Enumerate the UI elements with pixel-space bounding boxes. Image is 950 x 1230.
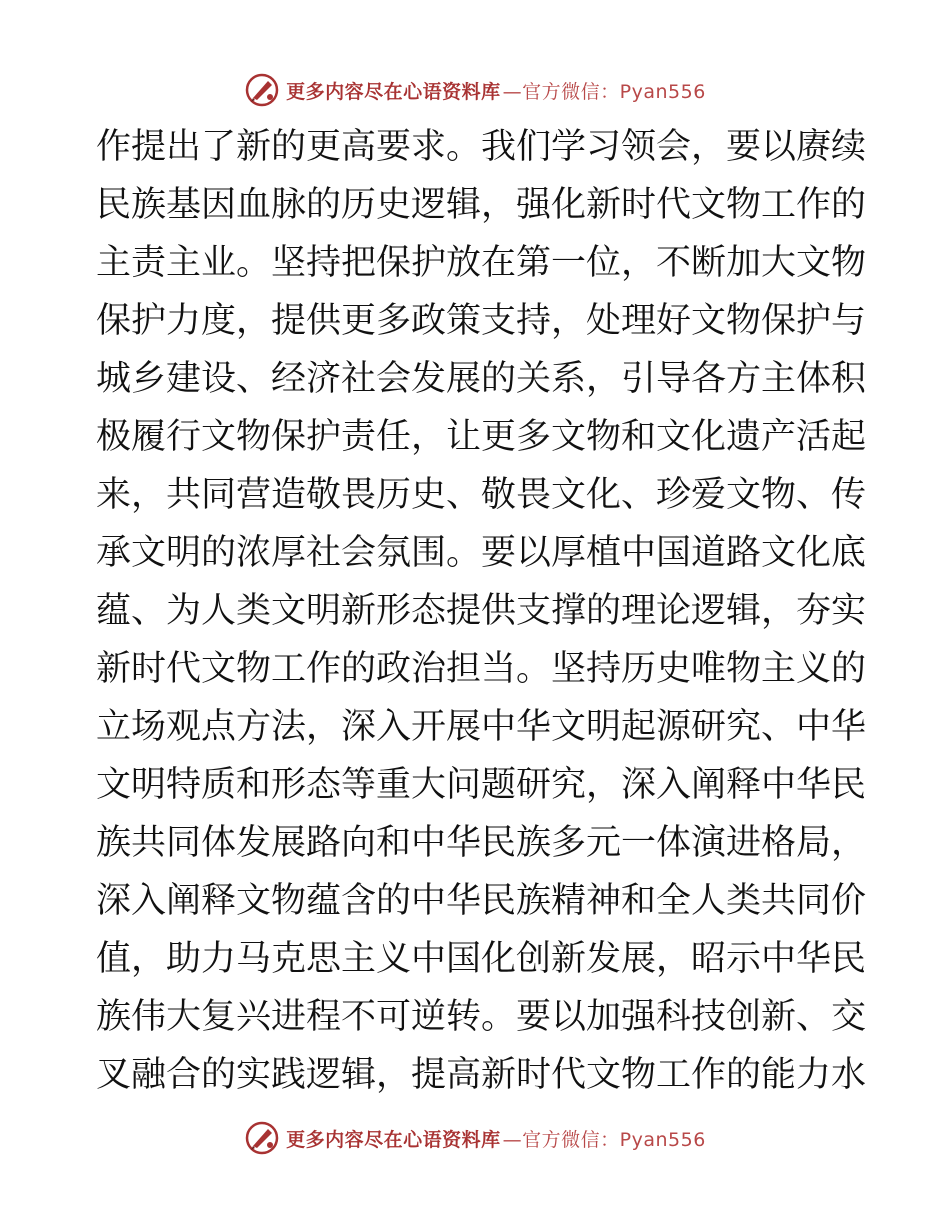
footer-banner-text: 更多内容尽在心语资料库 xyxy=(286,1128,501,1151)
body-line: 值，助力马克思主义中国化创新发展，昭示中华民 xyxy=(96,939,867,979)
body-line: 新时代文物工作的政治担当。坚持历史唯物主义的 xyxy=(96,649,867,689)
body-line: 保护力度，提供更多政策支持，处理好文物保护与 xyxy=(96,301,867,341)
header-banner xyxy=(0,70,950,110)
body-line: 民族基因血脉的历史逻辑，强化新时代文物工作的 xyxy=(96,185,867,225)
body-line: 深入阐释文物蕴含的中华民族精神和全人类共同价 xyxy=(96,881,867,921)
body-line: 作提出了新的更高要求。我们学习领会，要以赓续 xyxy=(96,127,867,167)
ink-pen-logo-icon xyxy=(244,72,280,108)
body-line: 立场观点方法，深入开展中华文明起源研究、中华 xyxy=(96,707,867,747)
header-banner-text: 更多内容尽在心语资料库 xyxy=(286,80,501,103)
body-line: 族共同体发展路向和中华民族多元一体演进格局， xyxy=(96,823,867,863)
body-line: 极履行文物保护责任，让更多文物和文化遗产活起 xyxy=(96,417,867,457)
body-line: 来，共同营造敬畏历史、敬畏文化、珍爱文物、传 xyxy=(96,475,867,515)
body-line: 文明特质和形态等重大问题研究，深入阐释中华民 xyxy=(96,765,867,805)
document-body xyxy=(96,118,867,1104)
footer-banner-wechat: —官方微信：Pyan556 xyxy=(502,1128,706,1151)
body-line: 城乡建设、经济社会发展的关系，引导各方主体积 xyxy=(96,359,867,399)
header-banner-wechat: —官方微信：Pyan556 xyxy=(502,80,706,103)
body-line: 蕴、为人类文明新形态提供支撑的理论逻辑，夯实 xyxy=(96,591,867,631)
body-line: 承文明的浓厚社会氛围。要以厚植中国道路文化底 xyxy=(96,533,867,573)
body-line: 主责主业。坚持把保护放在第一位，不断加大文物 xyxy=(96,243,867,283)
footer-banner xyxy=(0,1118,950,1158)
body-line: 叉融合的实践逻辑，提高新时代文物工作的能力水 xyxy=(96,1055,867,1095)
body-line: 族伟大复兴进程不可逆转。要以加强科技创新、交 xyxy=(96,997,867,1037)
ink-pen-logo-icon xyxy=(244,1120,280,1156)
